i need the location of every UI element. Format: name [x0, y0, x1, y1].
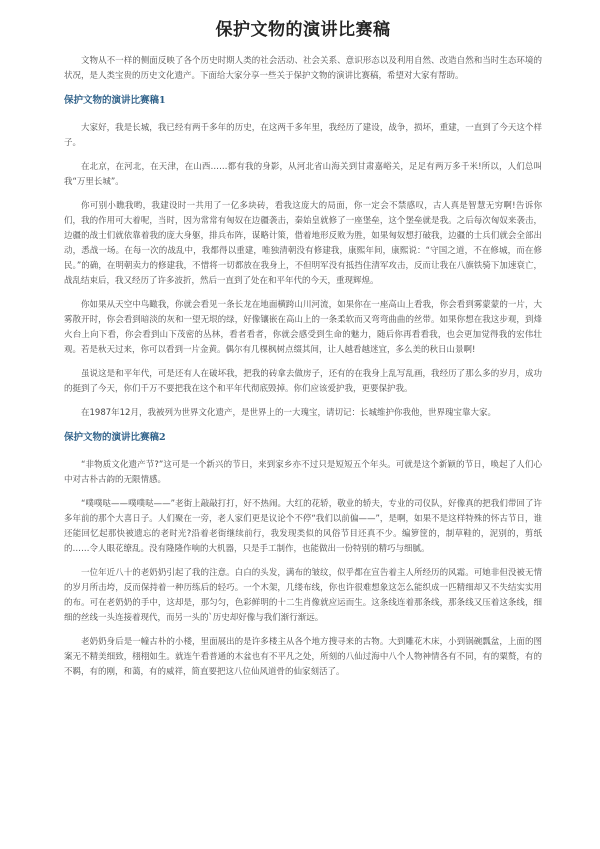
section-2-paragraph-4: 老奶奶身后是一幢古朴的小楼，里面展出的是许多楼主从各个地方搜寻来的古物。大到雕花木床，小到锅碗瓢盆，上面的图案无不精美细致，栩栩如生。就连午看普通的木盆也有不平凡之处，所刻的八仙过海中八个人物神情各有不同，有的粟赘，有的不羁，有的刚，和蔼，有的威祥，简直要把这八位仙风道骨的仙家刻活了。 — [64, 637, 542, 677]
section-1-paragraph-1: 大家好，我是长城，我已经有两千多年的历史，在这两千多年里，我经历了建设，战争，损坏，重建，一直到了今天这个样子。 — [64, 123, 542, 148]
section-1-paragraph-2: 在北京，在河北，在天津，在山西……都有我的身影，从河北省山海关到甘肃嘉峪关，足足有两万多千米!所以，人们总叫我“万里长城”。 — [64, 162, 542, 187]
section-1-paragraph-3: 你可别小瞧我哟，我建设时一共用了一亿多块砖，看我这庞大的局面，你一定会不禁感叹，古人真是智慧无穷啊!告诉你们，我的作用可大着呢，当时，因为常常有匈奴在边疆袭击，秦始皇就修了一座堡垒，这个堡垒就是我。之后每次匈奴来袭击，边疆的战士们就依靠着我的庞大身躯，排兵布阵，谋略计策，借着地形反败为胜，如果匈奴想打破我，边疆的士兵们就会全部出动，悉战一场。在每一次的战乱中，我都得以重建，唯独清朝没有修建我，康熙年间，康熙说：“守国之道，不在修城，而在修民。”的确，在明朝卖力的修建我，不惜将一切都放在我身上，不但明军没有抵挡住清军攻击，反而让我在八旗铁骑下加速衰亡，战乱结束后，我又经历了许多波折，然后一直到了处在和平年代的今天，重现辉煌。 — [64, 201, 542, 286]
section-heading-1: 保护文物的演讲比赛稿1 — [64, 95, 166, 106]
section-1-paragraph-4: 你如果从天空中鸟瞰我，你就会看见一条长龙在地面横跨山川河流，如果你在一座高山上看我，你会看到雾蒙蒙的一片，大雾散开时，你会看到暗淡的灰和一望无垠的绿，好像镶嵌在高山上的一条柔软而又弯弯曲曲的丝带。如果你想在我这步观，到烽火台上向下看，你会看到山下茂密的丛林，看者看者，你就会感受到生命的魅力，随后你再看看我，也会更加觉得我的宏伟壮观。若是秋天过来，你可以看到一片金黄。偶尔有几棵枫树点缀其间，让人越看越迷宜，多么美的秋日山景啊! — [64, 300, 542, 355]
section-heading-2: 保护文物的演讲比赛稿2 — [64, 432, 166, 443]
section-2-paragraph-1: “非物质文化遗产节?”这可是一个新兴的节日，来到家乡亦不过只是短短五个年头。可就是这个新颖的节日，唤起了人们心中对古朴古韵的无限情感。 — [64, 460, 542, 485]
document-title: 保护文物的演讲比赛稿 — [215, 20, 391, 40]
section-1-paragraph-5: 虽说这是和平年代，可是还有人在破坏我，把我的砖拿去做房子，还有的在我身上乱写乱画，我经历了那么多的岁月，成功的挺到了今天，你们千万不要把我在这个和平年代彻底毁掉。你们应该爱护我，更要保护我。 — [64, 369, 542, 394]
intro-paragraph: 文物从不一样的侧面反映了各个历史时期人类的社会活动、社会关系、意识形态以及利用自然、改造自然和当时生态环境的状况，是人类宝贵的历史文化遗产。下面给大家分享一些关于保护文物的演讲比赛稿，希望对大家有帮助。 — [64, 56, 542, 81]
section-2-paragraph-2: “噗噗哒——噗噗哒——”老街上敲敲打打，好不热闹。大红的花轿，敬业的轿夫，专业的司仪队，好像真的把我们带回了许多年前的那个大喜日子。人们聚在一旁，老人家们更是议论个不停“我们以前偏——”，是啊，如果不是这样特殊的怀古节日，谁还能回忆起那快被遗忘的老时光?沿着老街继续前行，我发现类似的风俗节目还真不少。编箩筐的，制草鞋的，泥别的，剪纸的……令人眼花缭乱。没有隆隆作响的大机器，只是手工制作，也能做出一份特别的精巧与细腻。 — [64, 499, 542, 554]
section-1-paragraph-6: 在1987年12月，我被列为世界文化遗产，是世界上的一大瑰宝，请切记：长城维护你我他，世界瑰宝靠大家。 — [81, 408, 496, 418]
section-2-paragraph-3: 一位年近八十的老奶奶引起了我的注意。白白的头发，满布的皱纹，似乎都在宣告着主人所经历的风霜。可她非但没被无情的岁月所击垮，反而保持着一种历练后的轻巧。一个木架，几缕布线，你也许很难想象这怎么能织成一匹精细却又不失结实实用的布。可在老奶奶的手中，这却是，那匀匀，色彩鲜明的十二生肖像就应运而生。这条线连着那条线，那条线又压着这条线，细细的丝线一头连接着现代，而另一头的`历史却好像与我们渐行渐远。 — [64, 568, 542, 623]
